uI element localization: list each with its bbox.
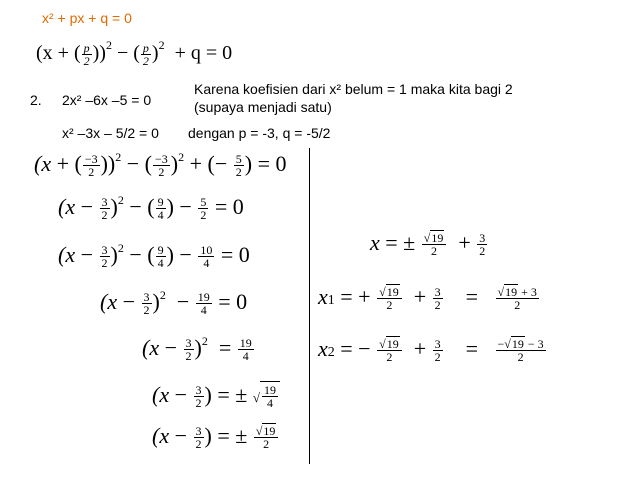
problem-equation: 2x² –6x –5 = 0 — [62, 92, 152, 108]
completed-square-formula: (x + ( $\frac{p}{2}$ ))$^2$ − ( $\frac{p}{2}$ )$^2$ + q = 0 — [36, 38, 233, 68]
step-6: (x − $\frac{3}{2}$ ) = ± √ $\frac{19}{4}$ — [152, 382, 280, 409]
step-4: (x − $\frac{3}{2}$ )$^2$ − $\frac{19}{4}$ = 0 — [100, 288, 248, 318]
reduced-equation: x² –3x – 5/2 = 0 — [62, 125, 159, 141]
note-line-1: Karena koefisien dari x² belum = 1 maka kita bagi 2 — [194, 81, 513, 97]
parameters: dengan p = -3, q = -5/2 — [188, 125, 331, 141]
step-1: (x + ( $\frac{-3}{2}$ ))$^2$ − ( $\frac{-3}{2}$ )$^2$ + (− $\frac{5}{2}$ ) = 0 — [34, 150, 287, 180]
column-divider — [309, 148, 310, 464]
general-solution: x = ± $\frac{√19}{2}$ + $\frac{3}{2}$ — [370, 230, 486, 259]
solution-x2: x2 = − $\frac{√19}{2}$ + $\frac{3}{2}$ = $\frac{-√19 - 3}{2}$ — [318, 336, 544, 365]
note-line-2: (supaya menjadi satu) — [194, 99, 332, 115]
general-equation — [42, 10, 132, 26]
general-equation-text: x² + px + q = 0 — [42, 10, 132, 26]
step-7: (x − $\frac{3}{2}$ ) = ± $\frac{√19}{2}$ — [152, 423, 279, 450]
step-2: (x − $\frac{3}{2}$ )$^2$ − ( $\frac{9}{4}$ ) − $\frac{5}{2}$ = 0 — [58, 193, 244, 223]
step-5: (x − $\frac{3}{2}$ )$^2$ = $\frac{19}{4}$ — [142, 334, 252, 364]
solution-x1: x1 = + $\frac{√19}{2}$ + $\frac{3}{2}$ = $\frac{√19 + 3}{2}$ — [318, 284, 537, 313]
step-3: (x − $\frac{3}{2}$ )$^2$ − ( $\frac{9}{4}$ ) − $\frac{10}{4}$ = 0 — [58, 241, 250, 271]
problem-number: 2. — [30, 92, 42, 108]
